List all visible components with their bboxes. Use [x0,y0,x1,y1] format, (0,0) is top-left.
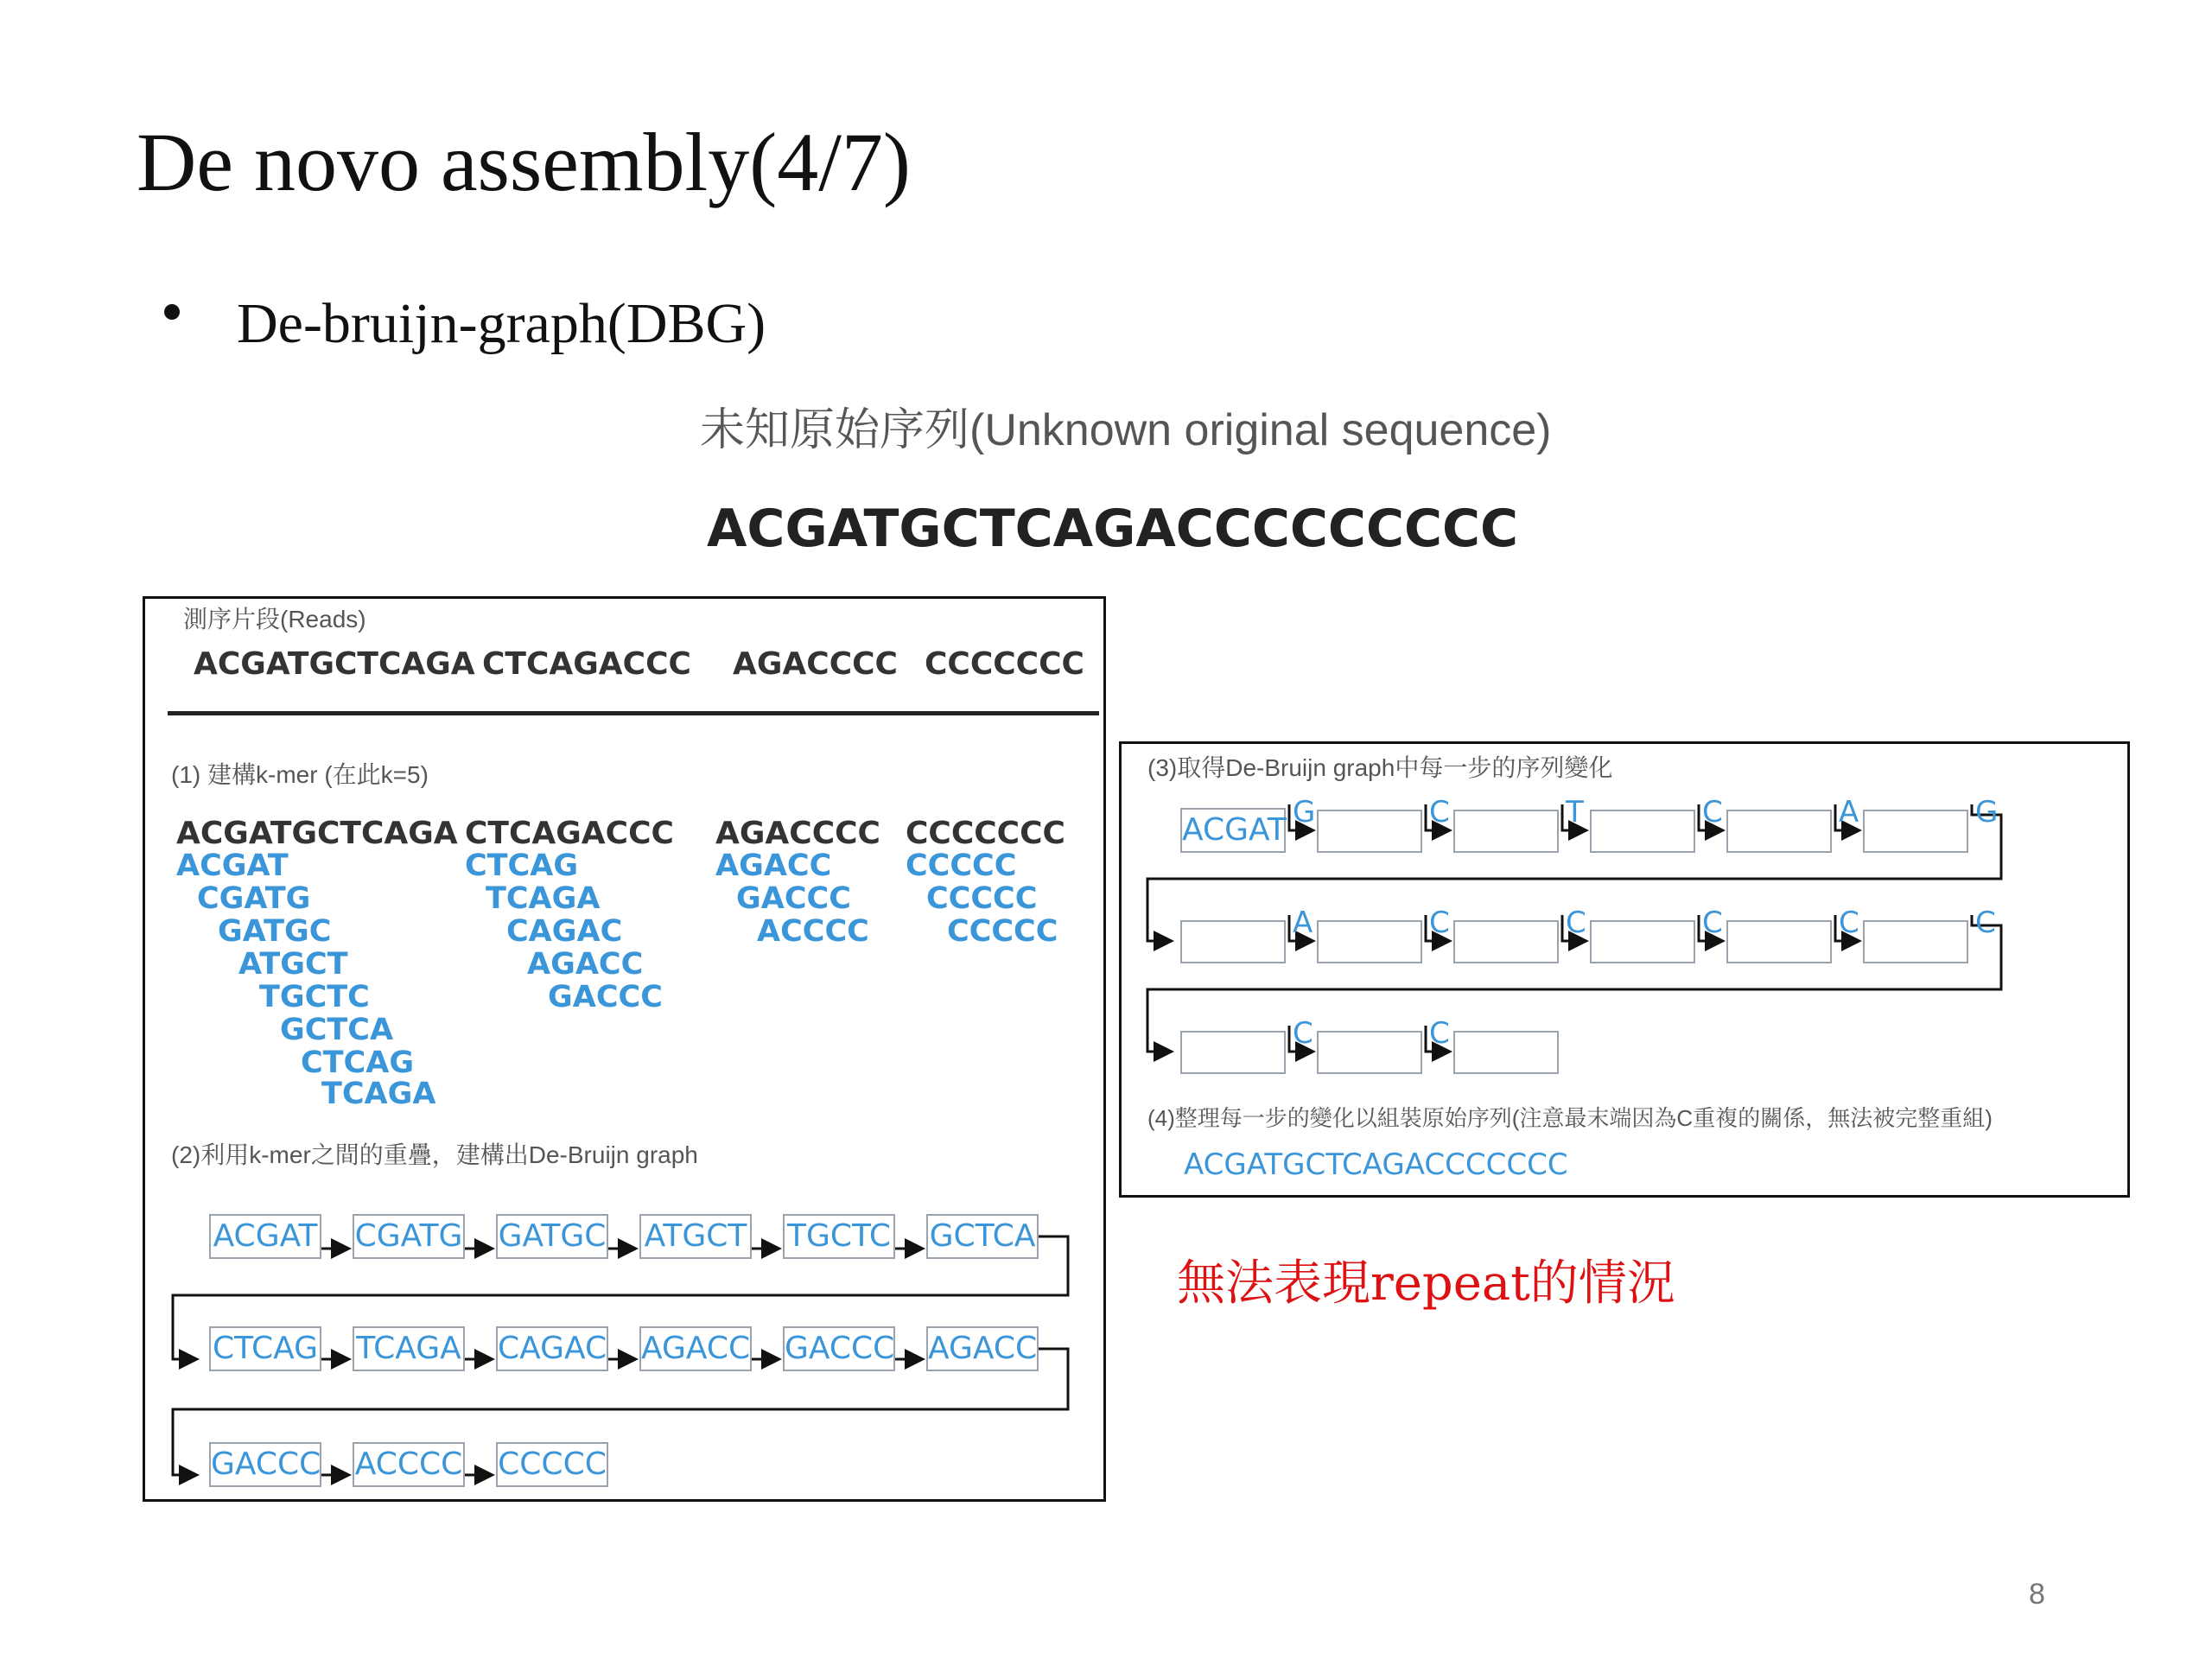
kmer: TCAGA [486,881,601,916]
kmer: ACGAT [176,849,289,883]
empty-box [1180,1031,1286,1074]
page-number: 8 [2029,1578,2045,1611]
slide-title: De novo assembly(4/7) [137,116,911,208]
empty-box [1453,920,1559,963]
kmer: AGACC [527,947,644,982]
kmer: AGACC [715,849,832,883]
kmer: CGATG [197,881,311,916]
kmer: GACCC [736,881,851,916]
empty-box [1863,810,1968,853]
empty-box [1726,920,1832,963]
empty-box [1863,920,1968,963]
step1-label: (1) 建構k-mer (在此k=5) [171,761,429,788]
graph-node: CTCAG [209,1326,321,1371]
repeat-note: 無法表現repeat的情況 [1177,1255,1675,1312]
graph-node: AGACC [926,1326,1039,1371]
step3-label: (3)取得De-Bruijn graph中每一步的序列變化 [1147,754,1613,781]
kmer: GACCC [548,980,663,1014]
kmer: GCTCA [280,1013,394,1047]
change-letter: A [1293,906,1313,940]
graph-node: CGATG [353,1214,465,1259]
graph-node: GATGC [496,1214,608,1259]
empty-box [1590,920,1695,963]
assembled-sequence: ACGATGCTCAGACCCCCCC [1184,1147,1568,1182]
graph-node: AGACC [639,1326,752,1371]
empty-box [1590,810,1695,853]
change-letter: C [1702,906,1723,940]
change-letter: C [1429,1016,1450,1051]
graph-node: CCCCC [496,1442,608,1487]
group-read: CCCCCCC [906,816,1065,851]
graph-node: ACGAT [209,1214,321,1259]
step2-label: (2)利用k-mer之間的重疊，建構出De-Bruijn graph [171,1141,698,1168]
graph-node: CAGAC [496,1326,608,1371]
change-letter: C [1702,795,1723,830]
original-sequence: ACGATGCTCAGACCCCCCCCC [707,499,1519,559]
bullet-dot-icon [164,304,180,320]
step4-label: (4)整理每一步的變化以組裝原始序列(注意最末端因為C重複的關係，無法被完整重組) [1147,1105,1993,1131]
sequence-change-panel [1119,741,2130,1198]
start-kmer-box: ACGAT [1180,808,1286,853]
read-2: CTCAGACCC [482,646,691,682]
kmer-construction-panel [143,596,1106,1502]
change-letter: A [1839,795,1859,830]
kmer: CCCCC [906,849,1017,883]
graph-node: ATGCT [639,1214,752,1259]
graph-node: GACCC [209,1442,321,1487]
read-3: AGACCCC [733,646,898,682]
change-letter: C [1429,795,1450,830]
empty-box [1180,920,1286,963]
empty-box [1317,920,1422,963]
group-read: CTCAGACCC [465,816,674,851]
change-letter: C [1566,906,1586,940]
kmer: CCCCC [926,881,1038,916]
empty-box [1453,1031,1559,1074]
group-read: AGACCCC [715,816,880,851]
graph-node: GCTCA [926,1214,1039,1259]
group-read: ACGATGCTCAGA [176,816,458,851]
graph-node: ACCCC [353,1442,465,1487]
graph-node: GACCC [783,1326,895,1371]
original-sequence-label: 未知原始序列(Unknown original sequence) [700,405,1552,455]
read-1: ACGATGCTCAGA [194,646,475,682]
empty-box [1317,1031,1422,1074]
kmer: GATGC [218,914,332,949]
change-letter: C [1975,906,1996,940]
bullet-text: De-bruijn-graph(DBG) [237,292,766,355]
graph-node: TCAGA [353,1326,465,1371]
kmer: ATGCT [238,947,348,982]
change-letter: G [1975,795,1999,830]
change-letter: C [1839,906,1859,940]
kmer: ACCCC [757,914,869,949]
kmer: TGCTC [259,980,370,1014]
kmer: CAGAC [506,914,623,949]
kmer: CTCAG [301,1046,415,1080]
empty-box [1453,810,1559,853]
kmer: CCCCC [947,914,1058,949]
graph-node: TGCTC [783,1214,895,1259]
empty-box [1726,810,1832,853]
change-letter: T [1566,795,1584,830]
change-letter: C [1429,906,1450,940]
read-4: CCCCCCC [925,646,1084,682]
change-letter: G [1293,795,1316,830]
kmer: TCAGA [321,1077,436,1111]
empty-box [1317,810,1422,853]
kmer: CTCAG [465,849,579,883]
reads-label: 測序片段(Reads) [183,606,366,632]
change-letter: C [1293,1016,1313,1051]
